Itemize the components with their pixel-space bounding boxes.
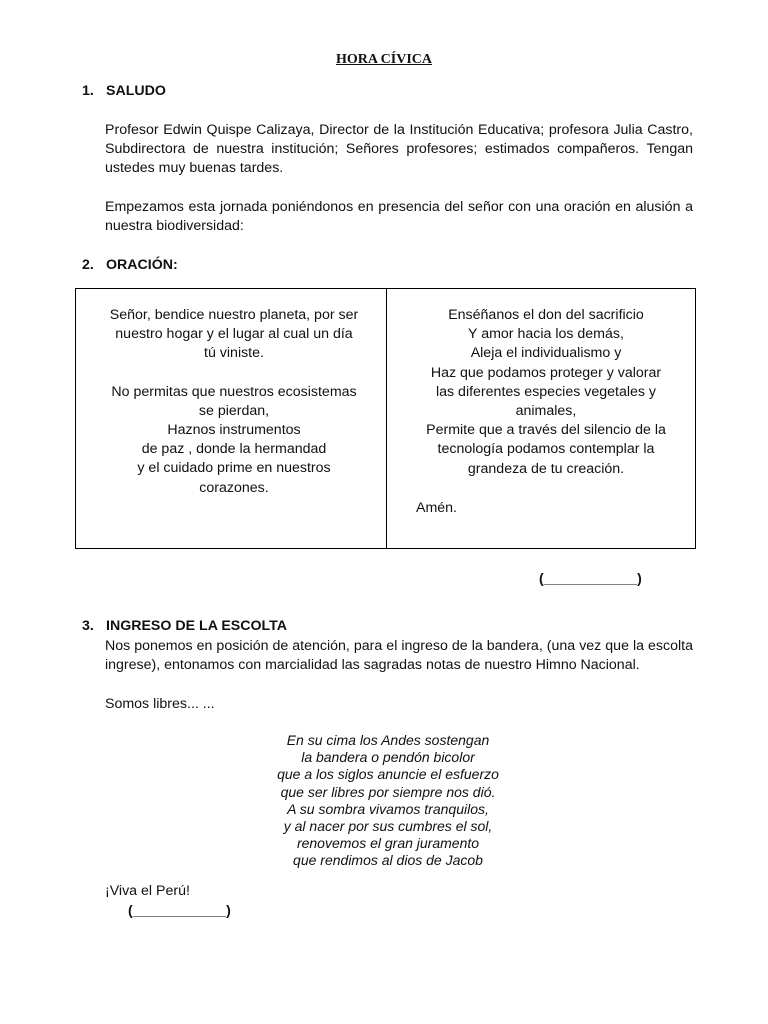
prayer-line: grandeza de tu creación. <box>467 460 625 477</box>
prayer-table <box>75 288 696 549</box>
saludo-paragraph-2: Empezamos esta jornada poniéndonos en presencia del señor con una oración en alusión a nuestra biodiversidad: <box>105 199 693 234</box>
saludo-paragraph-1: Profesor Edwin Quispe Calizaya, Director de la Institución Educativa; profesora Julia Castro, Subdirectora de nuestra institución; Señores profesores; estimados compañeros. Tengan ustedes muy buenas tardes. <box>105 122 693 176</box>
prayer-line: Haznos instrumentos <box>167 422 301 439</box>
prayer-divider <box>386 289 387 548</box>
anthem-line: la bandera o pendón bicolor <box>301 749 475 766</box>
anthem-line: que ser libres por siempre nos dió. <box>280 783 496 800</box>
anthem-verse <box>238 732 538 870</box>
section-heading-saludo <box>82 83 166 99</box>
signature-blank-1: (____________) <box>539 570 642 586</box>
anthem-line: renovemos el gran juramento <box>296 835 480 852</box>
section-title: ORACIÓN: <box>106 257 178 273</box>
prayer-line: Permite que a través del silencio de la <box>426 422 666 439</box>
document-title: HORA CÍVICA <box>335 52 433 67</box>
section-heading-escolta <box>82 618 287 634</box>
section-title: INGRESO DE LA ESCOLTA <box>106 618 288 634</box>
prayer-line: No permitas que nuestros ecosistemas <box>111 383 357 400</box>
section-number: 3. <box>82 618 94 634</box>
prayer-line: tecnología podamos contemplar la <box>437 441 655 458</box>
section-title: SALUDO <box>106 83 166 99</box>
prayer-line: de paz , donde la hermandad <box>141 441 327 458</box>
prayer-left-column <box>94 306 374 498</box>
section-number: 2. <box>82 257 94 273</box>
prayer-line: Y amor hacia los demás, <box>468 326 624 343</box>
section-heading-oracion <box>82 257 178 273</box>
anthem-line: A su sombra vivamos tranquilos, <box>287 800 489 817</box>
prayer-right-column <box>406 306 686 479</box>
anthem-line: En su cima los Andes sostengan <box>286 732 490 748</box>
escolta-paragraph: Nos ponemos en posición de atención, para el ingreso de la bandera, (una vez que la escolta ingrese), entonamos con marcialidad las sagradas notas de nuestro Himno Nacional. <box>105 638 693 673</box>
signature-blank-2: (____________) <box>128 902 231 918</box>
prayer-line: Enséñanos el don del sacrificio <box>448 307 644 323</box>
anthem-line: que a los siglos anuncie el esfuerzo <box>277 766 499 783</box>
prayer-line: animales, <box>515 403 577 420</box>
section-number: 1. <box>82 83 94 99</box>
prayer-line: y el cuidado prime en nuestros <box>137 460 331 477</box>
anthem-line: y al nacer por sus cumbres el sol, <box>283 818 493 835</box>
prayer-line: Señor, bendice nuestro planeta, por ser <box>109 307 359 323</box>
prayer-line: Aleja el individualismo y <box>470 345 622 362</box>
prayer-line: corazones. <box>199 479 269 496</box>
prayer-line: tú viniste. <box>204 345 264 362</box>
anthem-line: que rendimos al dios de Jacob <box>293 852 483 869</box>
prayer-stanza-gap <box>94 364 374 383</box>
prayer-line: Haz que podamos proteger y valorar <box>430 364 662 381</box>
prayer-line: nuestro hogar y el lugar al cual un día <box>115 326 353 343</box>
prayer-line: las diferentes especies vegetales y <box>435 383 657 400</box>
closing-cheer: ¡Viva el Perú! <box>105 883 190 899</box>
prayer-line: se pierdan, <box>198 402 270 419</box>
prayer-amen: Amén. <box>416 500 458 516</box>
anthem-intro: Somos libres... ... <box>105 696 215 712</box>
